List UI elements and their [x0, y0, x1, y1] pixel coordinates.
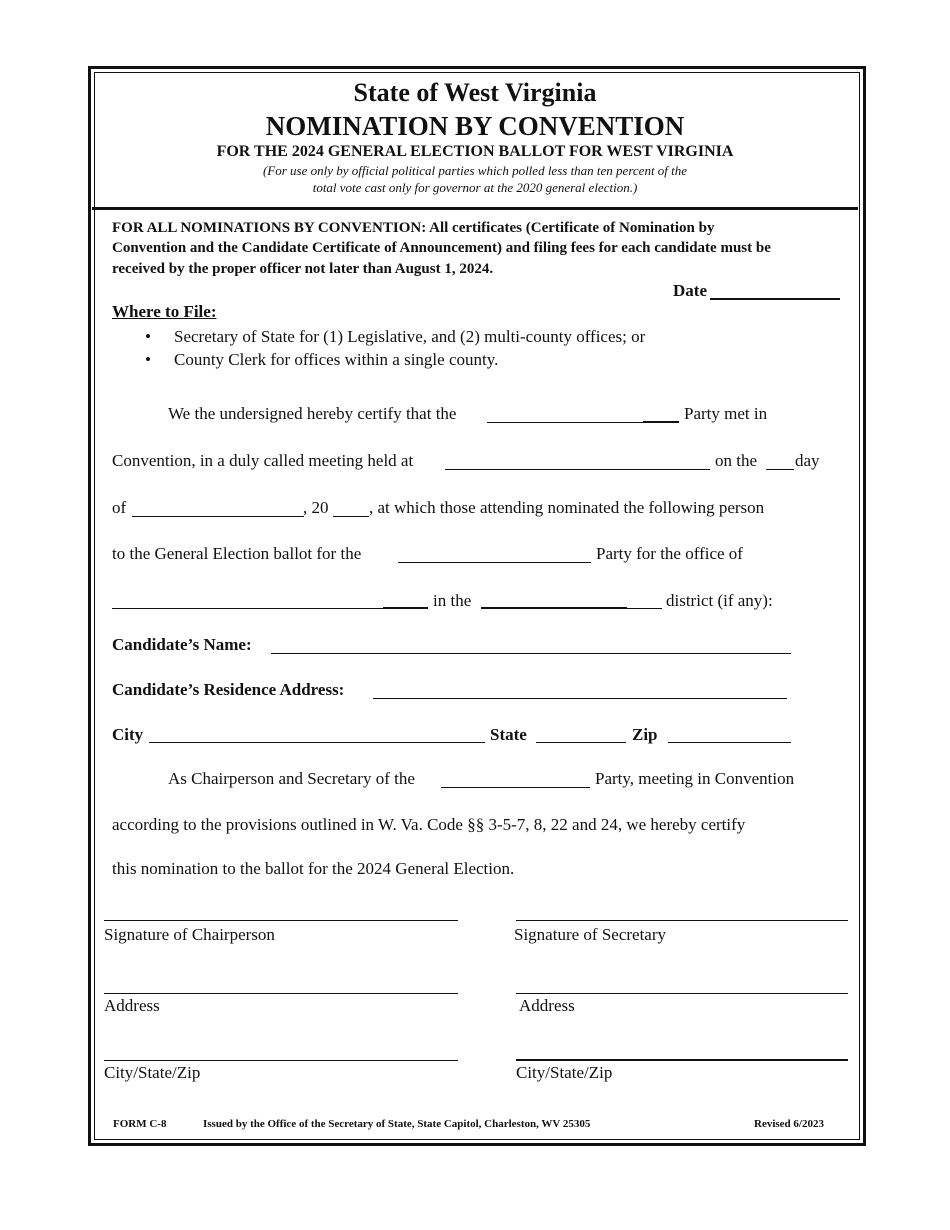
cert-text: in the [433, 591, 472, 610]
candidate-name-field[interactable] [271, 653, 791, 654]
cert-text: district (if any): [666, 591, 773, 610]
chair-signature-label: Signature of Chairperson [104, 925, 275, 944]
office-field-ext [383, 607, 428, 609]
bullet-icon: • [145, 327, 151, 346]
chair-signature-field[interactable] [104, 920, 458, 921]
where-to-file-item: Secretary of State for (1) Legislative, and (2) multi-county offices; or [174, 327, 646, 346]
cert-text: Party met in [684, 404, 768, 423]
cert-text: on the [715, 451, 758, 470]
eligibility-note-line-1: (For use only by official political parties which polled less than ten percent of the [262, 163, 688, 178]
cert-text: We the undersigned hereby certify that the [168, 404, 457, 423]
where-to-file-item: County Clerk for offices within a single county. [174, 350, 499, 369]
cert-text: , 20 [303, 498, 329, 517]
secretary-city-state-zip-field[interactable] [516, 1059, 848, 1061]
deadline-notice-line-3: received by the proper officer not later than August 1, 2024. [112, 261, 494, 277]
chair-statement: according to the provisions outlined in W. Va. Code §§ 3-5-7, 8, 22 and 24, we hereby certify [112, 815, 746, 834]
party-name-field-ext [643, 421, 679, 423]
chair-statement: As Chairperson and Secretary of the [168, 769, 415, 788]
chair-city-state-zip-field[interactable] [104, 1060, 458, 1061]
chair-statement: this nomination to the ballot for the 2024 General Election. [112, 859, 515, 878]
state-field[interactable] [536, 742, 626, 743]
candidate-name-label: Candidate’s Name: [112, 635, 252, 654]
candidate-address-field[interactable] [373, 698, 787, 699]
secretary-address-field[interactable] [516, 993, 848, 994]
form-subtitle: FOR THE 2024 GENERAL ELECTION BALLOT FOR WEST VIRGINIA [216, 143, 734, 160]
where-to-file-heading: Where to File: [112, 302, 217, 321]
district-field-ext [481, 607, 627, 609]
date-label: Date [673, 281, 707, 300]
chair-statement: Party, meeting in Convention [595, 769, 795, 788]
header-divider [92, 207, 858, 210]
cert-text: day [795, 451, 820, 470]
city-field[interactable] [149, 742, 485, 743]
city-label: City [112, 725, 144, 744]
candidate-address-label: Candidate’s Residence Address: [112, 680, 345, 699]
eligibility-note-line-2: total vote cast only for governor at the 2020 general election.) [312, 180, 638, 195]
meeting-month-field[interactable] [132, 516, 304, 517]
zip-label: Zip [632, 725, 658, 744]
form-number: FORM C-8 [113, 1118, 167, 1130]
state-heading: State of West Virginia [353, 78, 597, 107]
cert-text: to the General Election ballot for the [112, 544, 362, 563]
secretary-signature-field[interactable] [516, 920, 848, 921]
deadline-notice-line-2: Convention and the Candidate Certificate of Announcement) and filing fees for each candidate must be [112, 240, 771, 256]
chair-address-field[interactable] [104, 993, 458, 994]
cert-text: Party for the office of [596, 544, 743, 563]
deadline-notice-line-1: FOR ALL NOMINATIONS BY CONVENTION: All certificates (Certificate of Nomination by [112, 220, 715, 236]
date-field[interactable] [710, 298, 840, 300]
secretary-address-label: Address [519, 996, 575, 1015]
secretary-city-state-zip-label: City/State/Zip [516, 1063, 613, 1082]
issuer-note: Issued by the Office of the Secretary of State, State Capitol, Charleston, WV 25305 [203, 1118, 591, 1130]
cert-text: Convention, in a duly called meeting held at [112, 451, 414, 470]
zip-field[interactable] [668, 742, 791, 743]
form-title: NOMINATION BY CONVENTION [265, 111, 685, 141]
meeting-day-field[interactable] [766, 469, 794, 470]
bullet-icon: • [145, 350, 151, 369]
office-field[interactable] [112, 608, 428, 609]
cert-text: of [112, 498, 127, 517]
meeting-year-field[interactable] [333, 516, 369, 517]
secretary-signature-label: Signature of Secretary [514, 925, 666, 944]
state-label: State [490, 725, 527, 744]
ballot-party-field[interactable] [398, 562, 591, 563]
chair-city-state-zip-label: City/State/Zip [104, 1063, 201, 1082]
meeting-location-field[interactable] [445, 469, 710, 470]
convention-party-field[interactable] [441, 787, 590, 788]
revision-date: Revised 6/2023 [754, 1118, 824, 1130]
cert-text: , at which those attending nominated the following person [369, 498, 765, 517]
chair-address-label: Address [104, 996, 160, 1015]
